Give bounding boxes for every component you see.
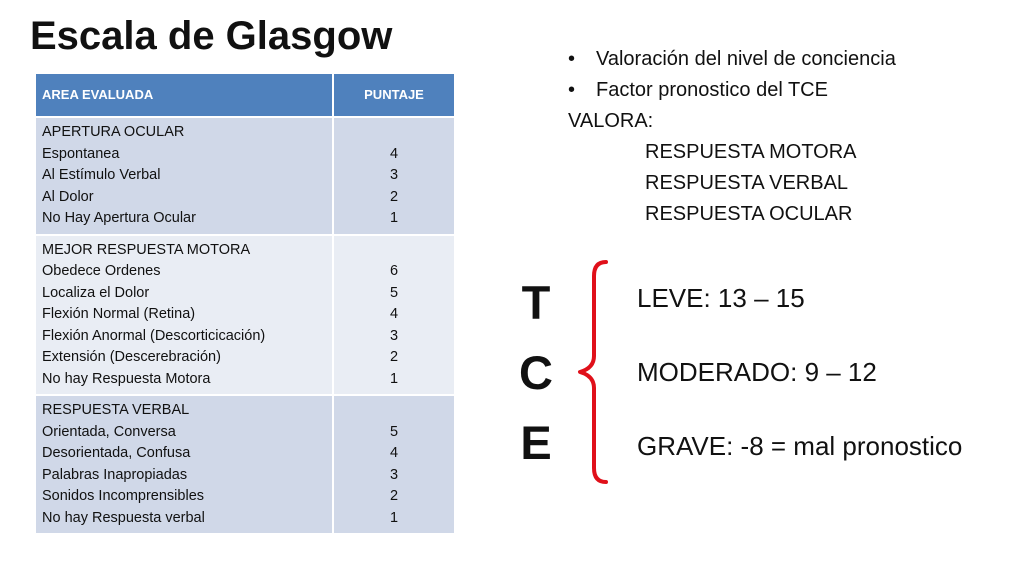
score-spacer (334, 400, 454, 422)
area-item: Espontanea (42, 145, 120, 162)
score-value: 3 (389, 466, 399, 483)
area-item: No hay Respuesta Motora (42, 370, 211, 387)
acronym-letter: T (521, 276, 551, 329)
bullet-icon: • (568, 79, 576, 101)
area-item: Sonidos Incomprensibles (42, 488, 205, 504)
severity-severe: GRAVE: -8 = mal pronostico (637, 431, 963, 461)
score-value: 2 (389, 188, 399, 205)
glasgow-table (36, 74, 454, 533)
valora-item: RESPUESTA MOTORA (645, 141, 857, 163)
score-value: 1 (389, 370, 399, 387)
column-header-score: PUNTAJE (333, 74, 454, 117)
area-item: Obedece Ordenes (42, 263, 161, 279)
area-item: Al Estímulo Verbal (42, 167, 161, 183)
valora-label: VALORA: (568, 110, 654, 132)
score-cell (333, 395, 454, 533)
area-cell (36, 395, 333, 533)
area-item: No Hay Apertura Ocular (42, 210, 196, 226)
score-value: 4 (389, 145, 399, 162)
section-heading: APERTURA OCULAR (42, 124, 185, 140)
tce-acronym (516, 268, 556, 478)
column-header-area: AREA EVALUADA (36, 74, 333, 117)
bullet-text: Factor pronostico del TCE (596, 79, 828, 101)
severity-moderate: MODERADO: 9 – 12 (637, 357, 877, 387)
score-spacer (334, 240, 454, 262)
valora-item: RESPUESTA VERBAL (645, 172, 849, 194)
score-value: 5 (389, 423, 399, 440)
score-value: 1 (389, 210, 399, 226)
bullet-item (568, 44, 896, 75)
bullet-icon: • (568, 48, 576, 70)
score-value: 3 (389, 327, 399, 344)
severity-mild: LEVE: 13 – 15 (637, 283, 805, 313)
area-item: Al Dolor (42, 188, 94, 205)
severity-list (637, 280, 962, 502)
acronym-letter: E (520, 416, 552, 469)
score-cell (333, 235, 454, 396)
area-item: No hay Respuesta verbal (42, 509, 205, 526)
area-item: Palabras Inapropiadas (42, 466, 188, 483)
table-header-row (36, 74, 454, 117)
table-row-ocular (36, 117, 454, 235)
area-item: Desorientada, Confusa (42, 445, 191, 461)
area-item: Extensión (Descerebración) (42, 349, 221, 365)
area-item: Orientada, Conversa (42, 423, 176, 440)
area-cell (36, 117, 333, 235)
score-spacer (334, 122, 454, 144)
score-value: 2 (389, 488, 399, 504)
area-item: Flexión Anormal (Descorticicación) (42, 327, 266, 344)
area-cell (36, 235, 333, 396)
score-value: 3 (389, 167, 399, 183)
area-item: Flexión Normal (Retina) (42, 306, 196, 322)
page-title: Escala de Glasgow (30, 14, 393, 58)
score-cell (333, 117, 454, 235)
curly-brace-icon (572, 256, 612, 486)
bullet-item (568, 75, 896, 106)
table-row-verbal (36, 395, 454, 533)
score-value: 4 (389, 306, 399, 322)
bullet-text: Valoración del nivel de conciencia (596, 48, 896, 70)
valora-item: RESPUESTA OCULAR (645, 203, 853, 225)
score-value: 5 (389, 284, 399, 301)
score-value: 6 (389, 263, 399, 279)
table-row-motor (36, 235, 454, 396)
score-value: 2 (389, 349, 399, 365)
acronym-letter: C (519, 346, 553, 399)
score-value: 1 (389, 509, 399, 526)
section-heading: RESPUESTA VERBAL (42, 402, 190, 418)
score-value: 4 (389, 445, 399, 461)
section-heading: MEJOR RESPUESTA MOTORA (42, 241, 251, 258)
area-item: Localiza el Dolor (42, 284, 150, 301)
notes-block (568, 44, 896, 230)
